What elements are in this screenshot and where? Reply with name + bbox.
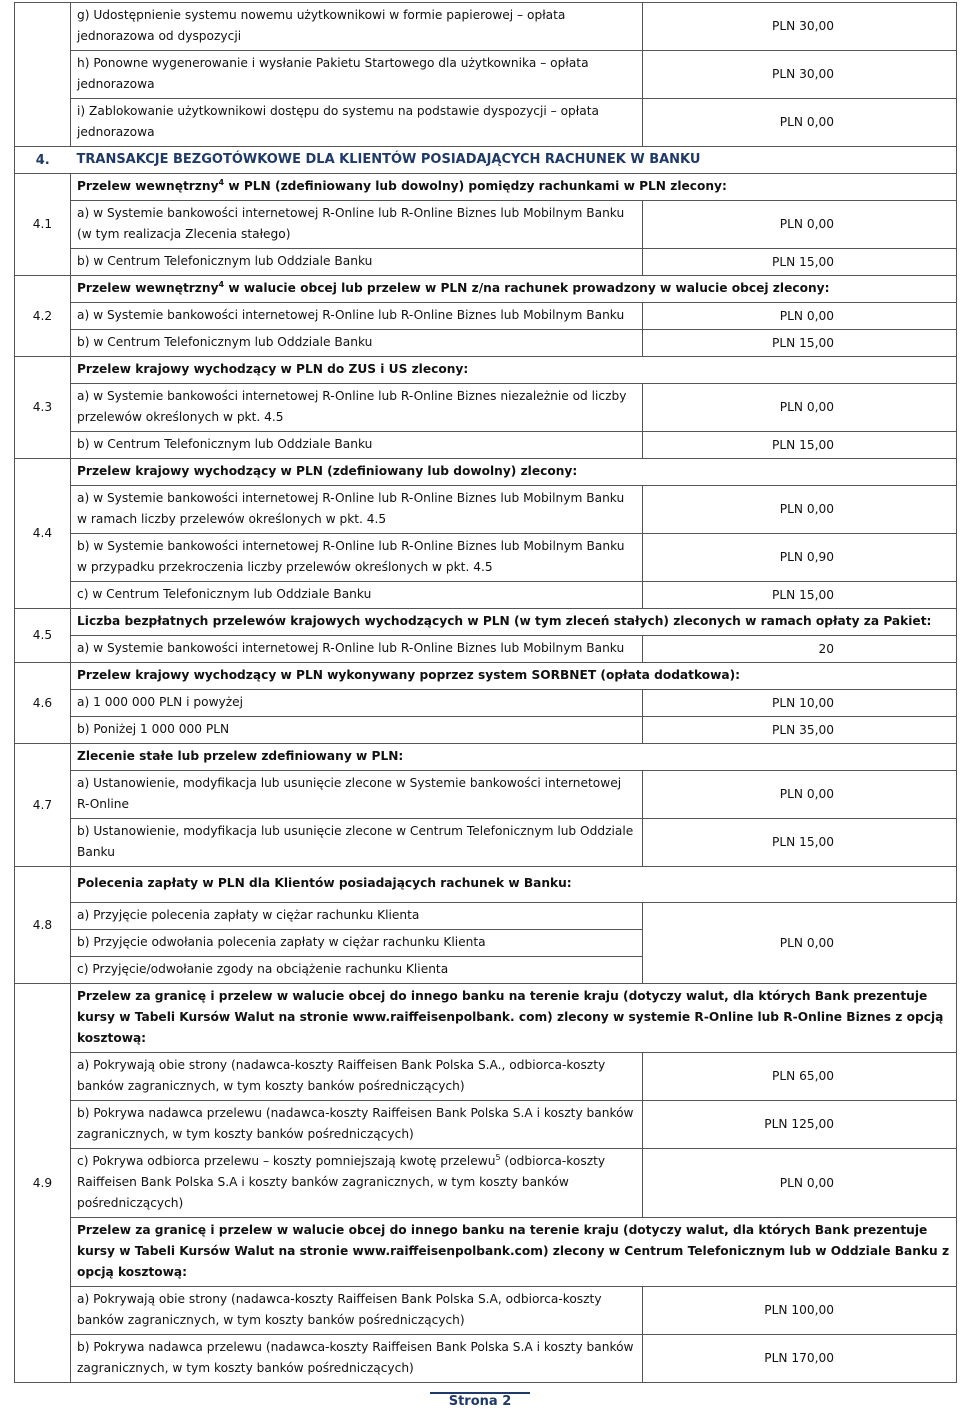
table-row	[15, 51, 957, 99]
row-text: c) w Centrum Telefonicznym lub Oddziale Banku	[71, 582, 643, 609]
row-text: a) w Systemie bankowości internetowej R-Online lub R-Online Biznes lub Mobilnym Banku	[71, 636, 643, 663]
row-number: 4.3	[15, 357, 71, 459]
table-row	[15, 582, 957, 609]
table-row	[15, 3, 957, 51]
row-number: 4.9	[15, 984, 71, 1383]
table-row	[15, 744, 957, 771]
row-number: 4.7	[15, 744, 71, 867]
row-price: PLN 170,00	[643, 1335, 957, 1383]
row-heading: Przelew krajowy wychodzący w PLN (zdefiniowany lub dowolny) zlecony:	[71, 459, 957, 486]
row-text: b) Pokrywa nadawca przelewu (nadawca-koszty Raiffeisen Bank Polska S.A i koszty banków zagranicznych, w tym koszty banków pośredniczących)	[71, 1101, 643, 1149]
table-row	[15, 636, 957, 663]
section-header-row	[15, 147, 957, 174]
row-text: a) w Systemie bankowości internetowej R-Online lub R-Online Biznes lub Mobilnym Banku (w tym realizacja Zlecenia stałego)	[71, 201, 643, 249]
heading-text: Przelew wewnętrzny	[77, 281, 219, 295]
page-footer: Strona 2	[430, 1392, 530, 1410]
row-price: PLN 125,00	[643, 1101, 957, 1149]
row-heading	[71, 276, 957, 303]
table-row	[15, 486, 957, 534]
row-text: c) Przyjęcie/odwołanie zgody na obciążenie rachunku Klienta	[71, 957, 643, 984]
row-price: 20	[643, 636, 957, 663]
row-text: a) w Systemie bankowości internetowej R-Online lub R-Online Biznes lub Mobilnym Banku w ramach liczby przelewów określonych w pkt. 4.5	[71, 486, 643, 534]
table-row	[15, 690, 957, 717]
row-price: PLN 15,00	[643, 432, 957, 459]
table-row	[15, 276, 957, 303]
row-number: 4.5	[15, 609, 71, 663]
row-price: PLN 15,00	[643, 582, 957, 609]
row-heading: Przelew za granicę i przelew w walucie obcej do innego banku na terenie kraju (dotyczy walut, dla których Bank prezentuje kursy w Tabeli Kursów Walut na stronie www.raiffeisenpolbank. com) zlecony w systemie R-Online lub R-Online Biznes z opcją kosztową:	[71, 984, 957, 1053]
table-row	[15, 432, 957, 459]
section-title: TRANSAKCJE BEZGOTÓWKOWE DLA KLIENTÓW POSIADAJĄCYCH RACHUNEK W BANKU	[71, 147, 957, 174]
row-text: b) w Systemie bankowości internetowej R-Online lub R-Online Biznes lub Mobilnym Banku w przypadku przekroczenia liczby przelewów określonych w pkt. 4.5	[71, 534, 643, 582]
table-row	[15, 384, 957, 432]
table-row	[15, 1053, 957, 1101]
row-text: a) Ustanowienie, modyfikacja lub usunięcie zlecone w Systemie bankowości internetowej R-Online	[71, 771, 643, 819]
table-row	[15, 1287, 957, 1335]
row-price: PLN 10,00	[643, 690, 957, 717]
row-price: PLN 65,00	[643, 1053, 957, 1101]
row-number: 4.2	[15, 276, 71, 357]
row-text: b) Pokrywa nadawca przelewu (nadawca-koszty Raiffeisen Bank Polska S.A i koszty banków zagranicznych, w tym koszty banków pośredniczących)	[71, 1335, 643, 1383]
footnote-marker: 4	[218, 279, 225, 289]
row-text: b) w Centrum Telefonicznym lub Oddziale Banku	[71, 249, 643, 276]
table-row	[15, 303, 957, 330]
row-price: PLN 0,00	[643, 903, 957, 984]
row-price: PLN 30,00	[643, 3, 957, 51]
row-heading	[71, 174, 957, 201]
table-row	[15, 1218, 957, 1287]
row-price: PLN 0,00	[643, 384, 957, 432]
row-price: PLN 0,00	[643, 486, 957, 534]
row-number: 4.4	[15, 459, 71, 609]
row-text: a) Pokrywają obie strony (nadawca-koszty Raiffeisen Bank Polska S.A, odbiorca-koszty banków zagranicznych, w tym koszty banków pośredniczących)	[71, 1287, 643, 1335]
row-heading: Przelew krajowy wychodzący w PLN do ZUS i US zlecony:	[71, 357, 957, 384]
row-heading: Przelew krajowy wychodzący w PLN wykonywany poprzez system SORBNET (opłata dodatkowa):	[71, 663, 957, 690]
fee-table	[14, 2, 957, 1383]
table-row	[15, 1335, 957, 1383]
row-price: PLN 15,00	[643, 249, 957, 276]
row-text-part: (odbiorca-koszty Raiffeisen Bank Polska S.A i koszty banków zagranicznych, w tym koszty banków pośredniczących)	[77, 1154, 606, 1210]
row-text: i) Zablokowanie użytkownikowi dostępu do systemu na podstawie dyspozycji – opłata jednorazowa	[71, 99, 643, 147]
row-text	[71, 1149, 643, 1218]
heading-text: Przelew wewnętrzny	[77, 179, 219, 193]
row-heading: Liczba bezpłatnych przelewów krajowych wychodzących w PLN (w tym zleceń stałych) zleconych w ramach opłaty za Pakiet:	[71, 609, 957, 636]
table-row	[15, 174, 957, 201]
table-row	[15, 357, 957, 384]
table-row	[15, 1149, 957, 1218]
table-row	[15, 717, 957, 744]
row-price: PLN 0,00	[643, 99, 957, 147]
row-text: b) Przyjęcie odwołania polecenia zapłaty w ciężar rachunku Klienta	[71, 930, 643, 957]
heading-text: w walucie obcej lub przelew w PLN z/na rachunek prowadzony w walucie obcej zlecony:	[224, 281, 830, 295]
table-row	[15, 99, 957, 147]
row-heading: Zlecenie stałe lub przelew zdefiniowany w PLN:	[71, 744, 957, 771]
heading-text: w PLN (zdefiniowany lub dowolny) pomiędzy rachunkami w PLN zlecony:	[224, 179, 727, 193]
row-text: b) Poniżej 1 000 000 PLN	[71, 717, 643, 744]
table-row	[15, 249, 957, 276]
row-text: b) w Centrum Telefonicznym lub Oddziale Banku	[71, 432, 643, 459]
row-text: a) w Systemie bankowości internetowej R-Online lub R-Online Biznes niezależnie od liczby przelewów określonych w pkt. 4.5	[71, 384, 643, 432]
table-row	[15, 201, 957, 249]
table-row	[15, 819, 957, 867]
footnote-marker: 4	[218, 177, 225, 187]
row-price: PLN 0,00	[643, 303, 957, 330]
table-row	[15, 903, 957, 930]
table-row	[15, 534, 957, 582]
table-row	[15, 330, 957, 357]
row-number: 4.6	[15, 663, 71, 744]
row-heading: Polecenia zapłaty w PLN dla Klientów posiadających rachunek w Banku:	[71, 867, 957, 903]
section-number: 4.	[15, 147, 71, 174]
row-text: b) w Centrum Telefonicznym lub Oddziale Banku	[71, 330, 643, 357]
table-row	[15, 609, 957, 636]
row-text: g) Udostępnienie systemu nowemu użytkownikowi w formie papierowej – opłata jednorazowa od dyspozycji	[71, 3, 643, 51]
row-text-part: c) Pokrywa odbiorca przelewu – koszty pomniejszają kwotę przelewu	[77, 1154, 496, 1168]
row-price: PLN 15,00	[643, 819, 957, 867]
row-price: PLN 0,90	[643, 534, 957, 582]
table-row	[15, 663, 957, 690]
row-price: PLN 0,00	[643, 1149, 957, 1218]
row-number	[15, 3, 71, 147]
row-text: a) Przyjęcie polecenia zapłaty w ciężar rachunku Klienta	[71, 903, 643, 930]
row-price: PLN 100,00	[643, 1287, 957, 1335]
row-number: 4.1	[15, 174, 71, 276]
row-price: PLN 30,00	[643, 51, 957, 99]
row-text: a) w Systemie bankowości internetowej R-Online lub R-Online Biznes lub Mobilnym Banku	[71, 303, 643, 330]
row-price: PLN 0,00	[643, 201, 957, 249]
table-row	[15, 867, 957, 903]
row-text: a) Pokrywają obie strony (nadawca-koszty Raiffeisen Bank Polska S.A., odbiorca-koszty banków zagranicznych, w tym koszty banków pośredniczących)	[71, 1053, 643, 1101]
row-price: PLN 35,00	[643, 717, 957, 744]
table-row	[15, 771, 957, 819]
footnote-marker: 5	[495, 1152, 501, 1162]
row-text: b) Ustanowienie, modyfikacja lub usunięcie zlecone w Centrum Telefonicznym lub Oddziale Banku	[71, 819, 643, 867]
table-row	[15, 984, 957, 1053]
row-heading: Przelew za granicę i przelew w walucie obcej do innego banku na terenie kraju (dotyczy walut, dla których Bank prezentuje kursy w Tabeli Kursów Walut na stronie www.raiffeisenpolbank.com) zlecony w Centrum Telefonicznym lub w Oddziale Banku z opcją kosztową:	[71, 1218, 957, 1287]
row-text: a) 1 000 000 PLN i powyżej	[71, 690, 643, 717]
table-row	[15, 459, 957, 486]
table-row	[15, 1101, 957, 1149]
row-text: h) Ponowne wygenerowanie i wysłanie Pakietu Startowego dla użytkownika – opłata jednorazowa	[71, 51, 643, 99]
row-price: PLN 0,00	[643, 771, 957, 819]
row-number: 4.8	[15, 867, 71, 984]
row-price: PLN 15,00	[643, 330, 957, 357]
